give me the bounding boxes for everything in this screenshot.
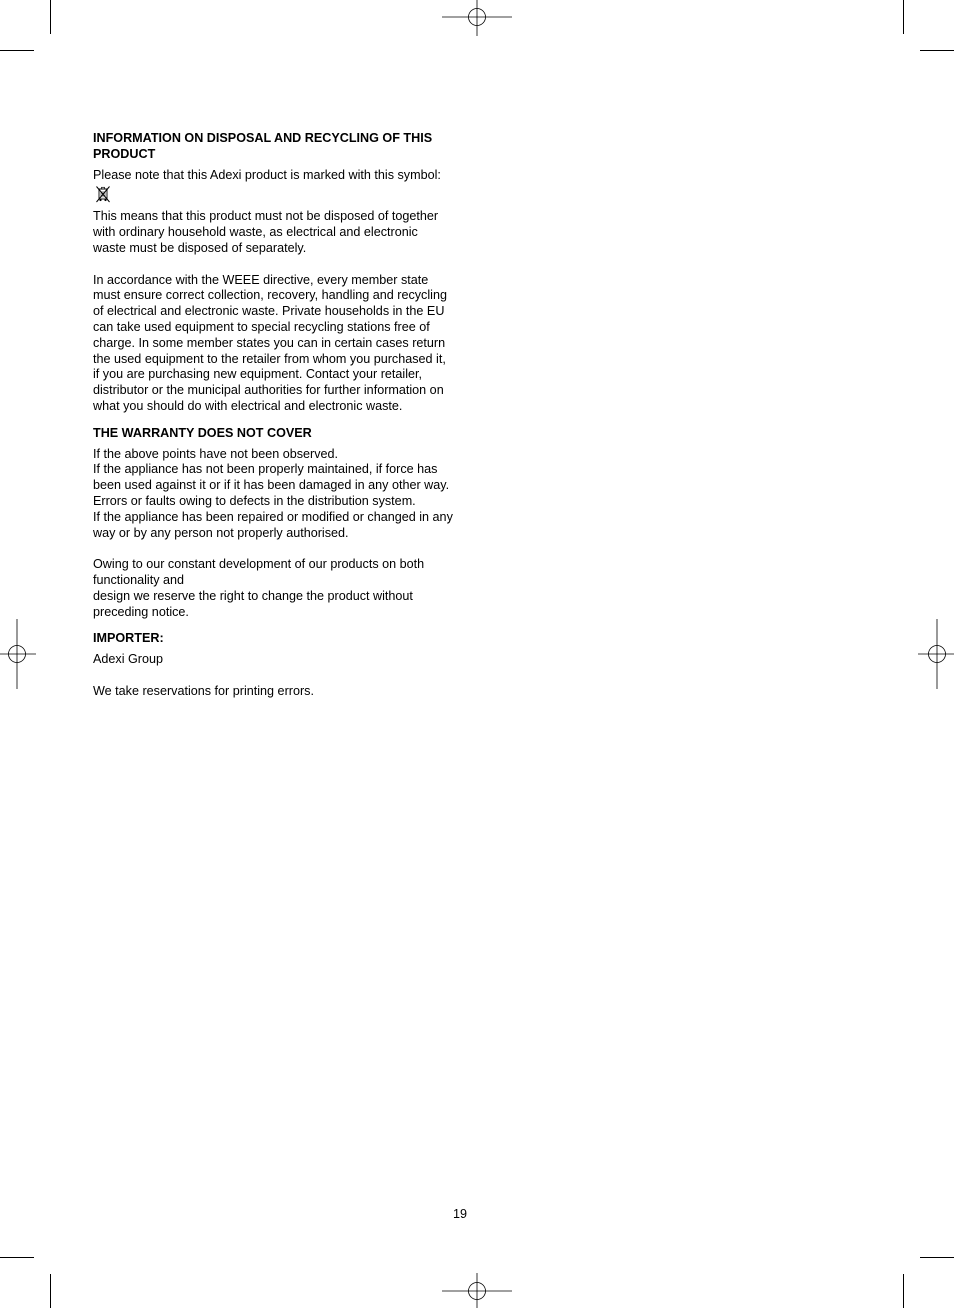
registration-mark-left [0, 619, 36, 689]
crop-mark-top-right-vertical [903, 0, 904, 34]
registration-mark-right [918, 619, 954, 689]
disposal-paragraph-2: In accordance with the WEEE directive, every member state must ensure correct collection, recovery, handling and recycling of electrical and electronic waste. Private households in the EU can take used equipment to special recycling stations free of charge. In some member states you can in certain cases return the used equipment to the retailer from whom you purchased it, if you are purchasing new equipment. Contact your retailer, distributor or the municipal authorities for further information on what you should do with electrical and electronic waste. [93, 272, 447, 413]
disposal-heading: INFORMATION ON DISPOSAL AND RECYCLING OF THIS PRODUCT [93, 131, 433, 161]
development-notice-a: Owing to our constant development of our products on both functionality and [93, 557, 425, 587]
warranty-line-3: Errors or faults owing to defects in the distribution system. [93, 493, 416, 508]
importer-name: Adexi Group [93, 652, 164, 667]
development-notice-b: design we reserve the right to change the product without preceding notice. [93, 588, 413, 619]
crossed-out-wheelie-bin-icon [95, 184, 111, 204]
crop-mark-top-left-vertical [50, 0, 51, 34]
importer-section [93, 631, 453, 699]
registration-mark-top [442, 0, 512, 36]
crop-mark-bottom-left-vertical [50, 1274, 51, 1308]
document-body [93, 131, 453, 700]
crop-mark-bottom-right-vertical [903, 1274, 904, 1308]
warranty-line-2: If the appliance has not been properly maintained, if force has been used against it or if it has been damaged in any other way. [93, 462, 450, 493]
printing-errors-disclaimer: We take reservations for printing errors. [93, 683, 314, 698]
warranty-section [93, 426, 453, 621]
crop-mark-bottom-left-horizontal [0, 1257, 34, 1258]
warranty-heading: THE WARRANTY DOES NOT COVER [93, 425, 312, 440]
symbol-intro-text: Please note that this Adexi product is marked with this symbol: [93, 167, 441, 182]
warranty-line-1: If the above points have not been observed. [93, 446, 339, 461]
crop-mark-bottom-right-horizontal [920, 1257, 954, 1258]
crop-mark-top-left-horizontal [0, 50, 34, 51]
registration-mark-bottom [442, 1273, 512, 1308]
page-number: 19 [452, 1207, 467, 1221]
crop-mark-top-right-horizontal [920, 50, 954, 51]
disposal-paragraph-1: This means that this product must not be disposed of together with ordinary household waste, as electrical and electronic waste must be disposed of separately. [93, 209, 439, 255]
disposal-section [93, 131, 453, 415]
warranty-line-4: If the appliance has been repaired or modified or changed in any way or by any person not properly authorised. [93, 509, 453, 540]
importer-heading: IMPORTER: [93, 631, 164, 646]
